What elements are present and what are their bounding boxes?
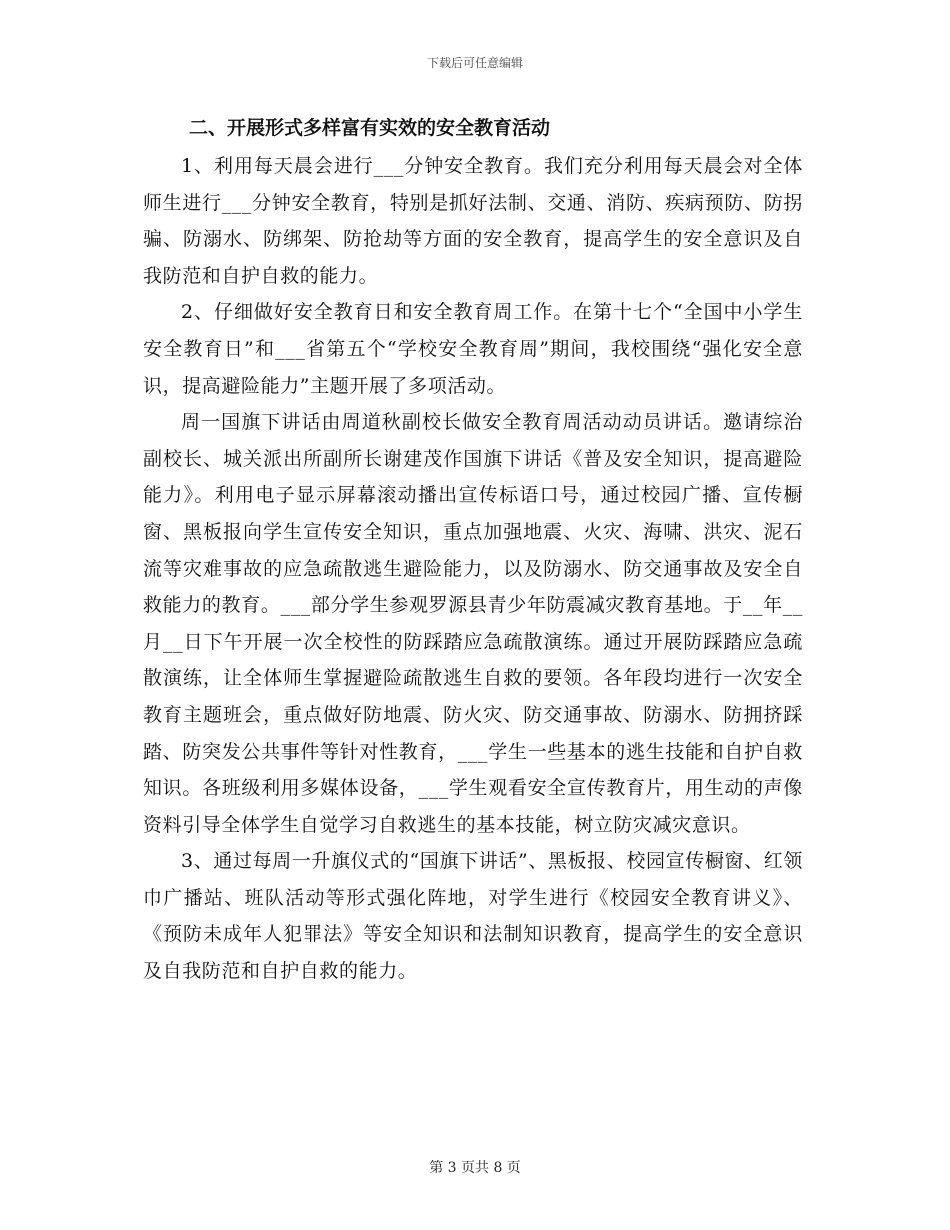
document-body	[143, 112, 803, 990]
paragraph-4: 3、通过每周一升旗仪式的“国旗下讲话”、黑板报、校园宣传橱窗、红领巾广播站、班队活动等形式强化阵地，对学生进行《校园安全教育讲义》、《预防未成年人犯罪法》等安全知识和法制知识教育，提高学生的安全意识及自我防范和自护自救的能力。	[143, 850, 803, 983]
header-note: 下载后可任意编辑	[426, 56, 523, 70]
paragraph-2: 2、仔细做好安全教育日和安全教育周工作。在第十七个“全国中小学生安全教育日”和___省第五个“学校安全教育周”期间，我校围绕“强化安全意识，提高避险能力”主题开展了多项活动。	[143, 301, 803, 397]
paragraph-3: 周一国旗下讲话由周道秋副校长做安全教育周活动动员讲话。邀请综治副校长、城关派出所副所长谢建茂作国旗下讲话《普及安全知识，提高避险能力》。利用电子显示屏幕滚动播出宣传标语口号，通过校园广播、宣传橱窗、黑板报向学生宣传安全知识，重点加强地震、火灾、海啸、洪灾、泥石流等灾难事故的应急疏散逃生避险能力，以及防溺水、防交通事故及安全自救能力的教育。___部分学生参观罗源县青少年防震减灾教育基地。于__年__月__日下午开展一次全校性的防踩踏应急疏散演练。通过开展防踩踏应急疏散演练，让全体师生掌握避险疏散逃生自救的要领。各年段均进行一次安全教育主题班会，重点做好防地震、防火灾、防交通事故、防溺水、防拥挤踩踏、防突发公共事件等针对性教育，___学生一些基本的逃生技能和自护自救知识。各班级利用多媒体设备，___学生观看安全宣传教育片，用生动的声像资料引导全体学生自觉学习自救逃生的基本技能，树立防灾减灾意识。	[143, 411, 803, 836]
page-number: 第 3 页共 8 页	[429, 1160, 521, 1176]
paragraph-1: 1、利用每天晨会进行___分钟安全教育。我们充分利用每天晨会对全体师生进行___分钟安全教育，特别是抓好法制、交通、消防、疾病预防、防拐骗、防溺水、防绑架、防抢劫等方面的安全教育，提高学生的安全意识及自我防范和自护自救的能力。	[143, 155, 803, 287]
section-heading: 二、开展形式多样富有实效的安全教育活动	[189, 117, 551, 139]
